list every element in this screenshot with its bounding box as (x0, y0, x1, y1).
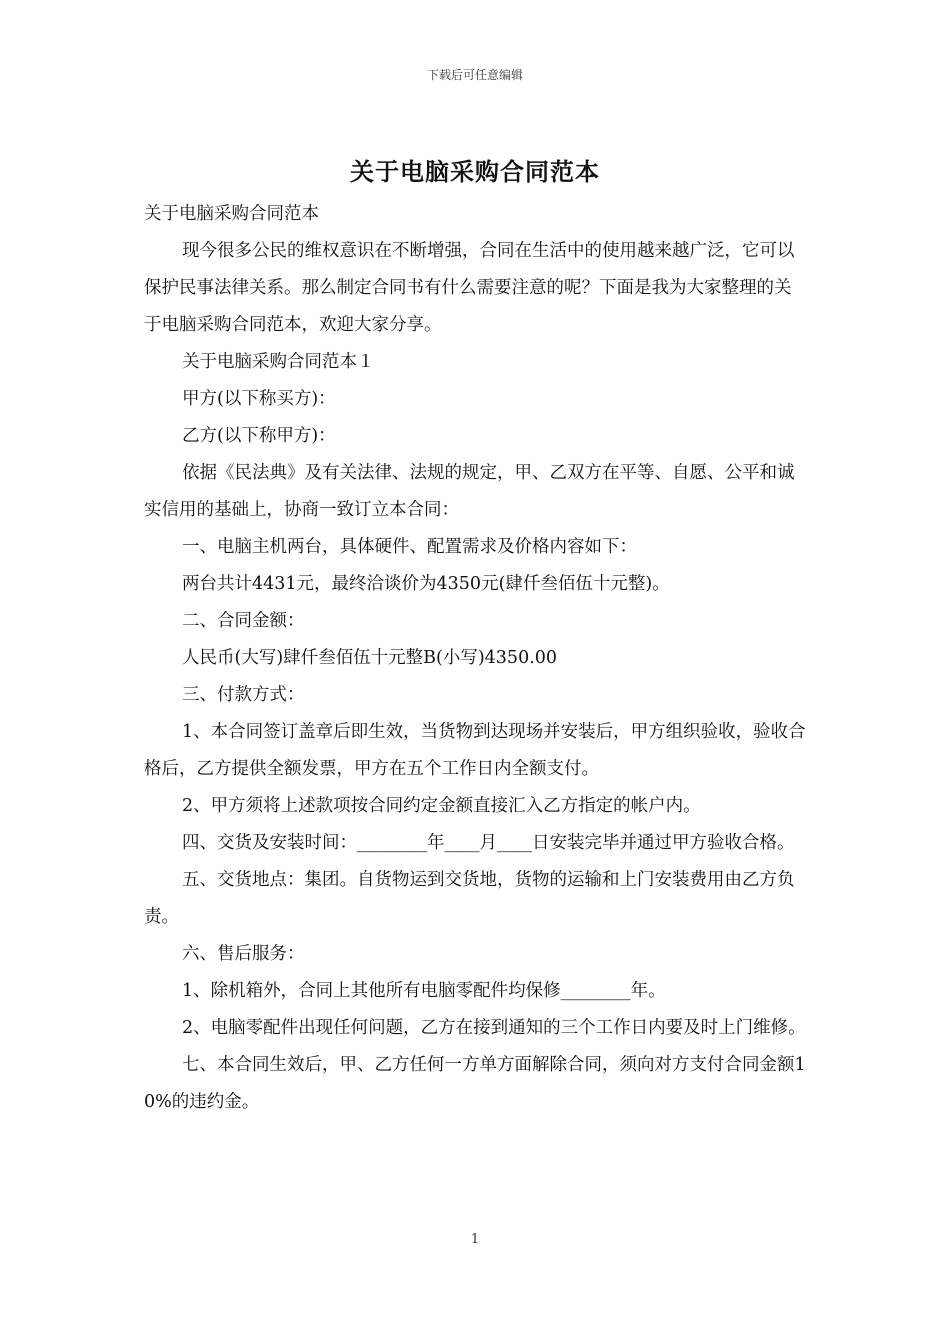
paragraph: 1、除机箱外，合同上其他所有电脑零配件均保修________年。 (182, 981, 666, 1001)
paragraph: 三、付款方式： (182, 685, 305, 705)
document-body (144, 196, 808, 1121)
paragraph: 2、电脑零配件出现任何问题，乙方在接到通知的三个工作日内要及时上门维修。 (182, 1018, 806, 1038)
paragraph: 二、合同金额： (182, 611, 305, 631)
paragraph: 现今很多公民的维权意识在不断增强，合同在生活中的使用越来越广泛，它可以保护民事法律关系。那么制定合同书有什么需要注意的呢？下面是我为大家整理的关于电脑采购合同范本，欢迎大家分享。 (144, 241, 795, 335)
paragraph: 一、电脑主机两台，具体硬件、配置需求及价格内容如下： (182, 537, 637, 557)
paragraph: 乙方(以下称甲方)： (182, 426, 336, 446)
document-title: 关于电脑采购合同范本 (350, 158, 600, 186)
header-note: 下载后可任意编辑 (426, 68, 523, 82)
paragraph: 关于电脑采购合同范本 (144, 204, 319, 224)
paragraph: 两台共计4431元，最终洽谈价为4350元(肆仟叁佰伍十元整)。 (182, 574, 670, 594)
paragraph: 七、本合同生效后，甲、乙方任何一方单方面解除合同，须向对方支付合同金额10%的违约金。 (144, 1055, 806, 1112)
page-number: 1 (470, 1232, 480, 1247)
paragraph: 2、甲方须将上述款项按合同约定金额直接汇入乙方指定的帐户内。 (182, 796, 701, 816)
paragraph: 关于电脑采购合同范本１ (182, 352, 375, 372)
paragraph: 1、本合同签订盖章后即生效，当货物到达现场并安装后，甲方组织验收，验收合格后，乙方提供全额发票，甲方在五个工作日内全额支付。 (144, 722, 806, 779)
paragraph: 甲方(以下称买方)： (182, 389, 336, 409)
paragraph: 依据《民法典》及有关法律、法规的规定，甲、乙双方在平等、自愿、公平和诚实信用的基础上，协商一致订立本合同： (144, 463, 795, 520)
paragraph: 六、售后服务： (182, 944, 305, 964)
paragraph: 人民币(大写)肆仟叁佰伍十元整B(小写)4350.00 (182, 648, 558, 668)
paragraph: 四、交货及安装时间：________年____月____日安装完毕并通过甲方验收合格。 (182, 833, 795, 853)
paragraph: 五、交货地点：集团。自货物运到交货地，货物的运输和上门安装费用由乙方负责。 (144, 870, 795, 927)
